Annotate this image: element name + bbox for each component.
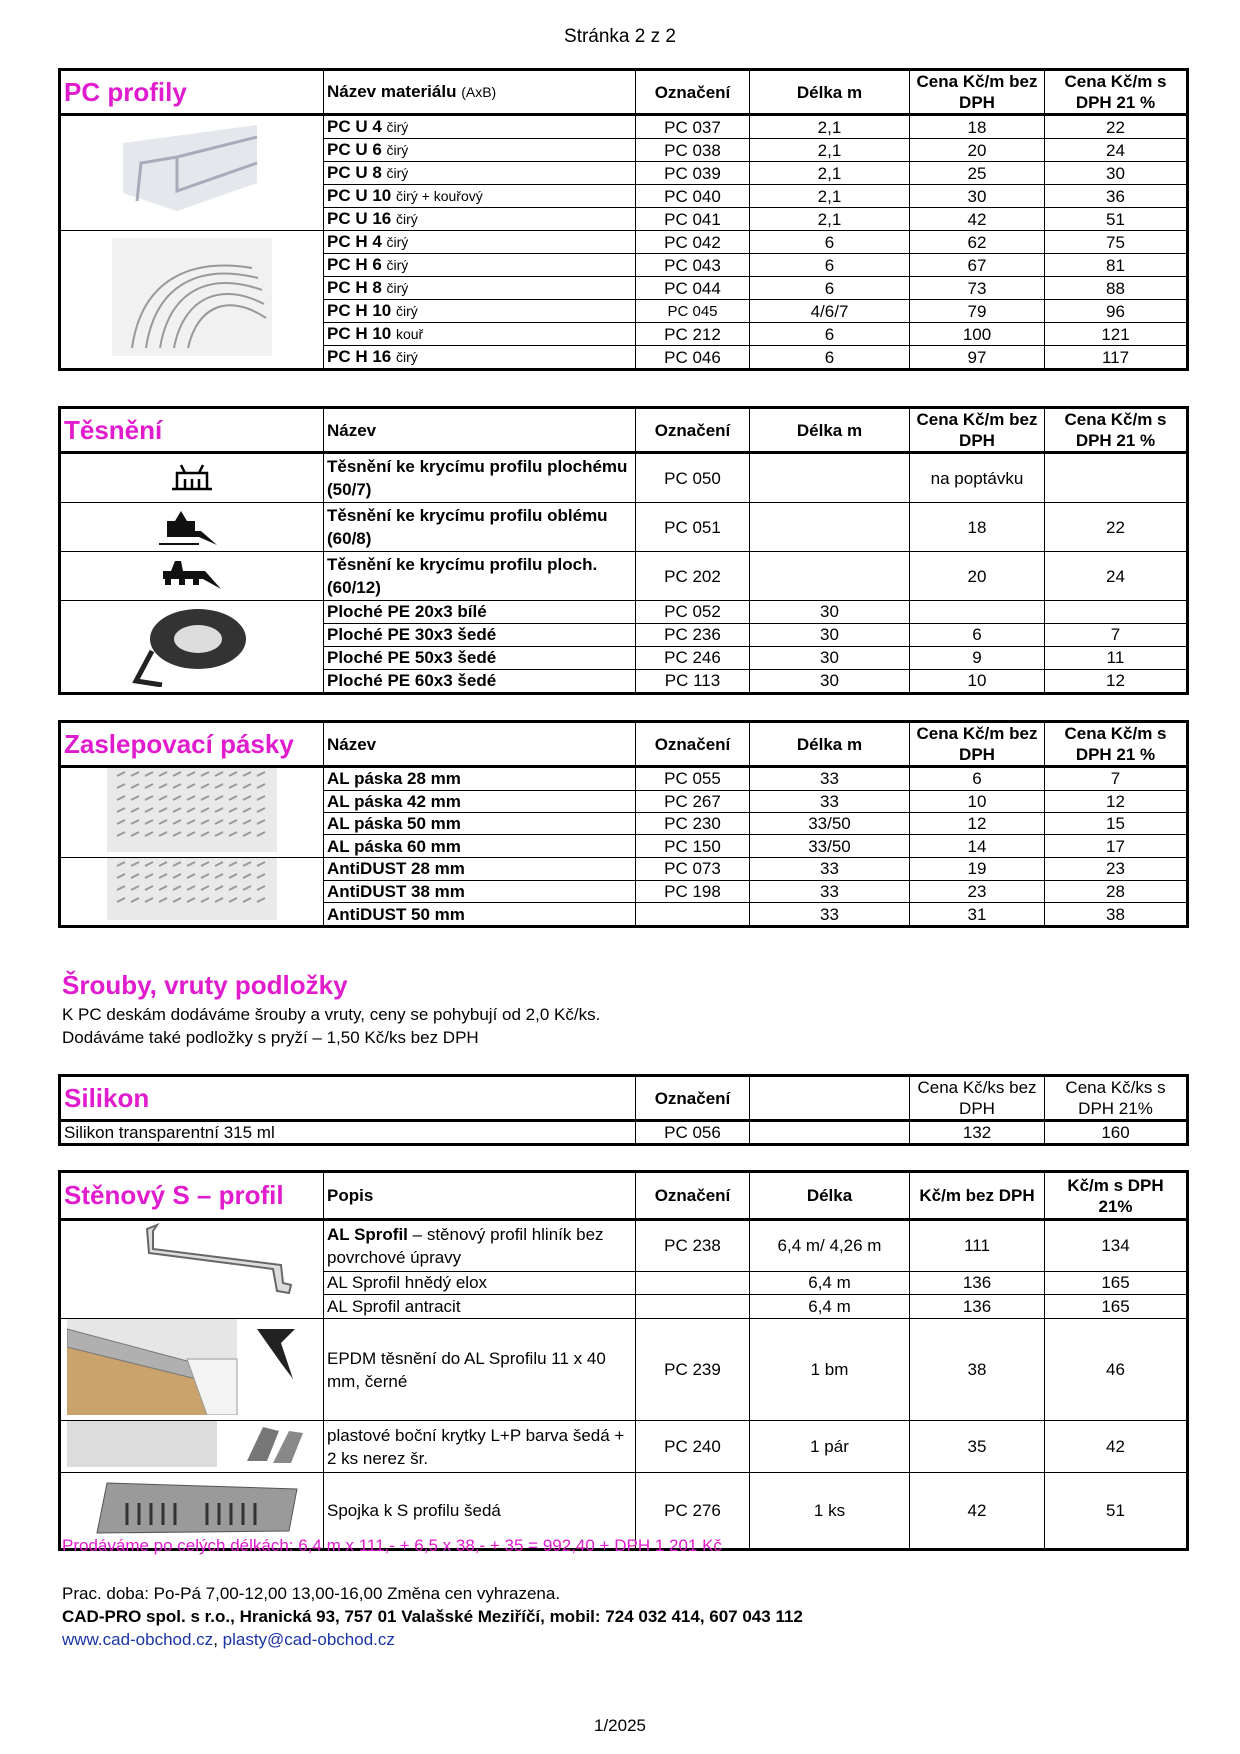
srouby-text [62, 1003, 600, 1049]
row-length: 2,1 [750, 115, 910, 139]
row-price: 19 [910, 858, 1045, 881]
row-price: 136 [910, 1271, 1045, 1295]
row-name: AL Sprofil – stěnový profil hliník bez povrchové úpravy [324, 1220, 636, 1272]
row-length: 1 ks [750, 1473, 910, 1550]
row-length: 33/50 [750, 813, 910, 835]
row-code: PC 038 [636, 139, 750, 162]
row-name: PC H 8 čirý [324, 277, 636, 300]
footer-links [62, 1628, 803, 1651]
row-price: 6 [910, 623, 1045, 646]
header-price-ex: Cena Kč/m bez DPH [910, 70, 1045, 115]
header-price-in: Cena Kč/ks s DPH 21% [1045, 1076, 1188, 1121]
seal-round-image [60, 503, 324, 552]
row-name: Spojka k S profilu šedá [324, 1473, 636, 1550]
row-name: PC U 4 čirý [324, 115, 636, 139]
row-length: 6,4 m [750, 1271, 910, 1295]
pc-profily-title: PC profily [60, 70, 324, 115]
row-price-vat: 12 [1045, 790, 1188, 812]
tape-roll-icon [132, 601, 252, 687]
header-code: Označení [636, 722, 750, 767]
row-name: AntiDUST 50 mm [324, 903, 636, 927]
row-price-vat: 165 [1045, 1295, 1188, 1319]
web-link[interactable]: www.cad-obchod.cz [62, 1630, 214, 1649]
row-name: PC U 16 čirý [324, 208, 636, 231]
page-header: Stránka 2 z 2 [564, 26, 676, 47]
row-length [750, 503, 910, 552]
header-code: Označení [636, 1076, 750, 1121]
footer-hours: Prac. doba: Po-Pá 7,00-12,00 13,00-16,00 Změna cen vyhrazena. [62, 1584, 561, 1603]
row-code: PC 202 [636, 552, 750, 601]
row-name: PC H 6 čirý [324, 254, 636, 277]
table-row [60, 858, 1188, 881]
row-name: PC U 6 čirý [324, 139, 636, 162]
row-price: 14 [910, 835, 1045, 858]
row-price-vat: 96 [1045, 300, 1188, 323]
row-price: 42 [910, 208, 1045, 231]
row-code [636, 903, 750, 927]
row-length: 6 [750, 277, 910, 300]
row-price-vat: 24 [1045, 139, 1188, 162]
row-code: PC 044 [636, 277, 750, 300]
header-price-ex: Cena Kč/ks bez DPH [910, 1076, 1045, 1121]
row-price-vat [1045, 453, 1188, 503]
row-length: 1 pár [750, 1421, 910, 1473]
header-name: Název [324, 408, 636, 453]
row-price: 111 [910, 1220, 1045, 1272]
row-price: 10 [910, 790, 1045, 812]
row-name: Těsnění ke krycímu profilu oblému (60/8) [324, 503, 636, 552]
header-length: Délka [750, 1172, 910, 1220]
row-price: 35 [910, 1421, 1045, 1473]
row-price-vat: 28 [1045, 880, 1188, 903]
row-code: PC 267 [636, 790, 750, 812]
table-row [60, 115, 1188, 139]
row-name: AL páska 60 mm [324, 835, 636, 858]
row-length: 2,1 [750, 162, 910, 185]
row-name: Těsnění ke krycímu profilu ploch. (60/12) [324, 552, 636, 601]
row-length: 2,1 [750, 139, 910, 162]
row-code: PC 276 [636, 1473, 750, 1550]
row-code: PC 236 [636, 623, 750, 646]
row-price: 31 [910, 903, 1045, 927]
row-price-vat [1045, 601, 1188, 624]
row-length [750, 552, 910, 601]
row-name: Ploché PE 60x3 šedé [324, 669, 636, 693]
row-price-vat: 22 [1045, 115, 1188, 139]
row-price: 9 [910, 646, 1045, 669]
row-code: PC 042 [636, 231, 750, 254]
tape-pattern-icon [107, 858, 277, 920]
row-code: PC 238 [636, 1220, 750, 1272]
zaslepovaci-table [58, 720, 1189, 928]
table-row [60, 552, 1188, 601]
antidust-tape-image [60, 858, 324, 927]
row-price-vat: 24 [1045, 552, 1188, 601]
row-name: PC U 10 čirý + kouřový [324, 185, 636, 208]
stenovy-table [58, 1170, 1189, 1551]
stenovy-note: Prodáváme po celých délkách: 6,4 m x 111,- + 6,5 x 38,- + 35 = 992,40 + DPH 1 201 Kč [62, 1536, 722, 1555]
pc-h-profile-image [60, 231, 324, 370]
srouby-line: Dodáváme také podložky s pryží – 1,50 Kč/ks bez DPH [62, 1028, 479, 1047]
row-length: 30 [750, 623, 910, 646]
row-name: PC H 4 čirý [324, 231, 636, 254]
header-name: Název [324, 722, 636, 767]
pc-profily-table [58, 68, 1189, 371]
tape-pattern-icon [107, 768, 277, 852]
header-price-ex: Cena Kč/m bez DPH [910, 722, 1045, 767]
silikon-title: Silikon [60, 1076, 636, 1121]
row-code: PC 212 [636, 323, 750, 346]
row-code: PC 246 [636, 646, 750, 669]
row-length: 6 [750, 254, 910, 277]
row-length: 33 [750, 858, 910, 881]
page-number: 1/2025 [594, 1716, 646, 1735]
row-code: PC 050 [636, 453, 750, 503]
row-code: PC 239 [636, 1319, 750, 1421]
row-price-vat: 23 [1045, 858, 1188, 881]
s-profile-icon [67, 1221, 317, 1313]
row-name: EPDM těsnění do AL Sprofilu 11 x 40 mm, černé [324, 1319, 636, 1421]
header-price-ex: Cena Kč/m bez DPH [910, 408, 1045, 453]
header-code: Označení [636, 1172, 750, 1220]
row-price: 30 [910, 185, 1045, 208]
pe-tape-roll-image [60, 601, 324, 694]
u-profile-icon [117, 123, 267, 219]
row-name: AL páska 42 mm [324, 790, 636, 812]
row-price-vat: 46 [1045, 1319, 1188, 1421]
row-length [750, 1121, 910, 1145]
link-separator: , [213, 1630, 223, 1649]
row-price: 12 [910, 813, 1045, 835]
header-price-in: Cena Kč/m s DPH 21 % [1045, 722, 1188, 767]
row-price: 25 [910, 162, 1045, 185]
row-price: 136 [910, 1295, 1045, 1319]
row-code: PC 045 [636, 300, 750, 323]
row-length: 33 [750, 790, 910, 812]
email-link[interactable]: plasty@cad-obchod.cz [222, 1630, 395, 1649]
seal-profile-icon [157, 507, 227, 547]
row-price: 10 [910, 669, 1045, 693]
seal-flat-12-image [60, 552, 324, 601]
row-name: Těsnění ke krycímu profilu plochému (50/7) [324, 453, 636, 503]
end-cap-icon [67, 1421, 317, 1467]
header-name: Popis [324, 1172, 636, 1220]
row-price: 62 [910, 231, 1045, 254]
row-code: PC 056 [636, 1121, 750, 1145]
row-length [750, 453, 910, 503]
installation-photo-icon [67, 1319, 317, 1415]
header-price-in: Cena Kč/m s DPH 21 % [1045, 408, 1188, 453]
row-name: AntiDUST 28 mm [324, 858, 636, 881]
row-length: 33 [750, 903, 910, 927]
row-price: 97 [910, 346, 1045, 370]
row-price-vat: 51 [1045, 1473, 1188, 1550]
row-name: PC H 10 kouř [324, 323, 636, 346]
row-code: PC 037 [636, 115, 750, 139]
row-code: PC 240 [636, 1421, 750, 1473]
zaslepovaci-title: Zaslepovací pásky [60, 722, 324, 767]
tesneni-title: Těsnění [60, 408, 324, 453]
row-length: 30 [750, 601, 910, 624]
srouby-title: Šrouby, vruty podložky [62, 970, 348, 1000]
row-price-vat: 88 [1045, 277, 1188, 300]
row-code: PC 055 [636, 767, 750, 791]
header-length: Délka m [750, 70, 910, 115]
row-code [636, 1295, 750, 1319]
row-name: Silikon transparentní 315 ml [60, 1121, 636, 1145]
header-name: Název materiálu (AxB) [324, 70, 636, 115]
table-row [60, 1421, 1188, 1473]
connector-icon [67, 1473, 317, 1543]
header-price-in: Kč/m s DPH 21% [1045, 1172, 1188, 1220]
h-profile-icon [112, 238, 272, 356]
row-code [636, 1271, 750, 1295]
s-profile-image [60, 1220, 324, 1319]
header-code: Označení [636, 408, 750, 453]
row-price-vat: 38 [1045, 903, 1188, 927]
row-price: 20 [910, 139, 1045, 162]
row-length: 6 [750, 323, 910, 346]
row-price-vat: 75 [1045, 231, 1188, 254]
row-code: PC 039 [636, 162, 750, 185]
row-name: AL páska 28 mm [324, 767, 636, 791]
table-row [60, 601, 1188, 624]
table-row [60, 767, 1188, 791]
row-name: Ploché PE 50x3 šedé [324, 646, 636, 669]
row-price: 18 [910, 115, 1045, 139]
row-name: PC H 10 čirý [324, 300, 636, 323]
row-length: 1 bm [750, 1319, 910, 1421]
row-length: 6 [750, 231, 910, 254]
row-price: 23 [910, 880, 1045, 903]
row-name: AL Sprofil antracit [324, 1295, 636, 1319]
row-code: PC 150 [636, 835, 750, 858]
header-length [750, 1076, 910, 1121]
row-code: PC 073 [636, 858, 750, 881]
row-code: PC 043 [636, 254, 750, 277]
header-length: Délka m [750, 722, 910, 767]
row-name: Ploché PE 20x3 bílé [324, 601, 636, 624]
row-price-vat: 17 [1045, 835, 1188, 858]
table-row [60, 1319, 1188, 1421]
row-code: PC 198 [636, 880, 750, 903]
row-code: PC 113 [636, 669, 750, 693]
table-row [60, 231, 1188, 254]
pc-u-profile-image [60, 115, 324, 231]
table-row [60, 453, 1188, 503]
row-name: AntiDUST 38 mm [324, 880, 636, 903]
row-price: 6 [910, 767, 1045, 791]
tesneni-table [58, 406, 1189, 695]
silikon-table [58, 1074, 1189, 1146]
row-length: 33 [750, 767, 910, 791]
row-price-vat: 30 [1045, 162, 1188, 185]
table-row [60, 1220, 1188, 1272]
row-code: PC 230 [636, 813, 750, 835]
row-length: 6,4 m/ 4,26 m [750, 1220, 910, 1272]
table-row [60, 1121, 1188, 1145]
row-price: 132 [910, 1121, 1045, 1145]
row-name: plastové boční krytky L+P barva šedá + 2 ks nerez šr. [324, 1421, 636, 1473]
seal-profile-icon [167, 463, 217, 493]
row-name: PC H 16 čirý [324, 346, 636, 370]
row-price: 42 [910, 1473, 1045, 1550]
row-price-vat: 81 [1045, 254, 1188, 277]
row-length: 30 [750, 669, 910, 693]
row-price: 38 [910, 1319, 1045, 1421]
end-cap-image [60, 1421, 324, 1473]
row-code: PC 046 [636, 346, 750, 370]
row-price-vat: 51 [1045, 208, 1188, 231]
footer-company: CAD-PRO spol. s r.o., Hranická 93, 757 01 Valašské Meziříčí, mobil: 724 032 414, 607 043 112 [62, 1607, 803, 1626]
row-price: 73 [910, 277, 1045, 300]
row-price-vat: 7 [1045, 623, 1188, 646]
row-price [910, 601, 1045, 624]
row-price: na poptávku [910, 453, 1045, 503]
row-code: PC 051 [636, 503, 750, 552]
row-price: 100 [910, 323, 1045, 346]
row-price-vat: 165 [1045, 1271, 1188, 1295]
row-price-vat: 22 [1045, 503, 1188, 552]
footer-info [62, 1582, 803, 1651]
header-code: Označení [636, 70, 750, 115]
al-tape-image [60, 767, 324, 858]
row-length: 2,1 [750, 185, 910, 208]
row-price-vat: 12 [1045, 669, 1188, 693]
row-price-vat: 15 [1045, 813, 1188, 835]
row-length: 33/50 [750, 835, 910, 858]
row-name: Ploché PE 30x3 šedé [324, 623, 636, 646]
row-length: 2,1 [750, 208, 910, 231]
row-price-vat: 7 [1045, 767, 1188, 791]
row-length: 6 [750, 346, 910, 370]
s-profile-install-image [60, 1319, 324, 1421]
row-name: AL Sprofil hnědý elox [324, 1271, 636, 1295]
row-length: 30 [750, 646, 910, 669]
row-price: 20 [910, 552, 1045, 601]
stenovy-title: Stěnový S – profil [60, 1172, 324, 1220]
seal-profile-icon [157, 557, 227, 595]
row-price-vat: 42 [1045, 1421, 1188, 1473]
row-price-vat: 36 [1045, 185, 1188, 208]
header-price-in: Cena Kč/m s DPH 21 % [1045, 70, 1188, 115]
row-length: 6,4 m [750, 1295, 910, 1319]
row-code: PC 052 [636, 601, 750, 624]
table-row [60, 503, 1188, 552]
row-length: 4/6/7 [750, 300, 910, 323]
row-price: 67 [910, 254, 1045, 277]
header-price-ex: Kč/m bez DPH [910, 1172, 1045, 1220]
row-price-vat: 11 [1045, 646, 1188, 669]
row-length: 33 [750, 880, 910, 903]
row-code: PC 041 [636, 208, 750, 231]
seal-flat-image [60, 453, 324, 503]
row-name: PC U 8 čirý [324, 162, 636, 185]
row-name: AL páska 50 mm [324, 813, 636, 835]
row-price: 79 [910, 300, 1045, 323]
srouby-line: K PC deskám dodáváme šrouby a vruty, ceny se pohybují od 2,0 Kč/ks. [62, 1005, 601, 1024]
row-price-vat: 160 [1045, 1121, 1188, 1145]
row-code: PC 040 [636, 185, 750, 208]
row-price-vat: 117 [1045, 346, 1188, 370]
row-price-vat: 134 [1045, 1220, 1188, 1272]
row-price-vat: 121 [1045, 323, 1188, 346]
row-price: 18 [910, 503, 1045, 552]
header-length: Délka m [750, 408, 910, 453]
